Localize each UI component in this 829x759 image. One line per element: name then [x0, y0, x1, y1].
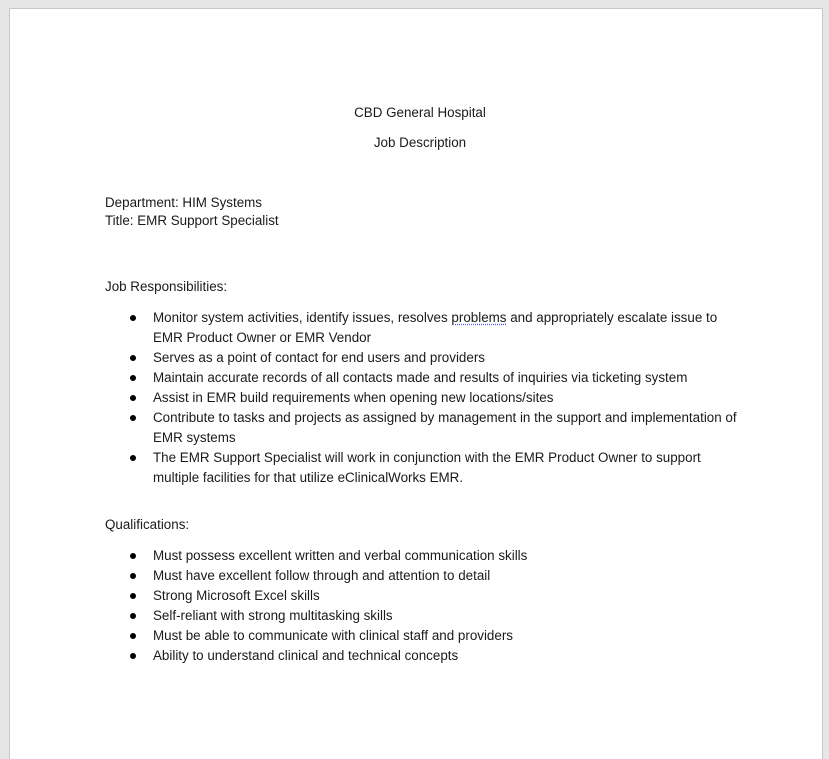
list-item	[105, 388, 745, 408]
list-item-text-end: and appropriately escalate issue to EMR Product Owner or EMR Vendor	[153, 310, 718, 345]
list-item-text-start: Monitor system activities, identify issues, resolves	[153, 310, 452, 325]
bullet-icon	[130, 455, 136, 461]
list-item-text: Ability to understand clinical and technical concepts	[153, 648, 459, 663]
hospital-name: CBD General Hospital	[354, 105, 486, 120]
list-item	[105, 368, 745, 388]
bullet-icon	[130, 573, 136, 579]
bullet-icon	[130, 593, 136, 599]
bullet-icon	[130, 653, 136, 659]
bullet-icon	[130, 553, 136, 559]
list-item-text: Must have excellent follow through and attention to detail	[153, 568, 491, 583]
list-item	[105, 408, 745, 448]
bullet-icon	[130, 415, 136, 421]
list-item-text: Contribute to tasks and projects as assigned by management in the support and implementation of EMR systems	[153, 410, 737, 445]
list-item	[105, 348, 745, 368]
list-item	[105, 566, 745, 586]
bullet-icon	[130, 633, 136, 639]
list-item	[105, 586, 745, 606]
list-item	[105, 606, 745, 626]
list-item	[105, 646, 745, 666]
document-page[interactable]	[9, 8, 823, 759]
list-item-text: Assist in EMR build requirements when opening new locations/sites	[153, 390, 554, 405]
list-item-text: Serves as a point of contact for end users and providers	[153, 350, 485, 365]
responsibilities-list	[105, 308, 745, 488]
title-line: Title: EMR Support Specialist	[105, 213, 279, 228]
document-type-heading: Job Description	[373, 135, 467, 150]
department-line: Department: HIM Systems	[105, 195, 263, 210]
qualifications-list	[105, 546, 745, 666]
list-item-text: Must be able to communicate with clinical staff and providers	[153, 628, 513, 643]
list-item-text: Self-reliant with strong multitasking skills	[153, 608, 393, 623]
list-item-text: Must possess excellent written and verbal communication skills	[153, 548, 528, 563]
list-item-text: Strong Microsoft Excel skills	[153, 588, 320, 603]
bullet-icon	[130, 355, 136, 361]
list-item	[105, 448, 745, 488]
list-item	[105, 308, 745, 348]
list-item-text: The EMR Support Specialist will work in conjunction with the EMR Product Owner to support multiple facilities for that utilize eClinicalWorks EMR.	[153, 450, 701, 485]
bullet-icon	[130, 315, 136, 321]
qualifications-heading: Qualifications:	[105, 517, 190, 532]
responsibilities-heading: Job Responsibilities:	[105, 279, 228, 294]
list-item-text: Maintain accurate records of all contacts made and results of inquiries via ticketing system	[153, 370, 688, 385]
bullet-icon	[130, 613, 136, 619]
list-item	[105, 546, 745, 566]
bullet-icon	[130, 395, 136, 401]
list-item	[105, 626, 745, 646]
bullet-icon	[130, 375, 136, 381]
grammar-flagged-word[interactable]: problems	[451, 310, 507, 325]
